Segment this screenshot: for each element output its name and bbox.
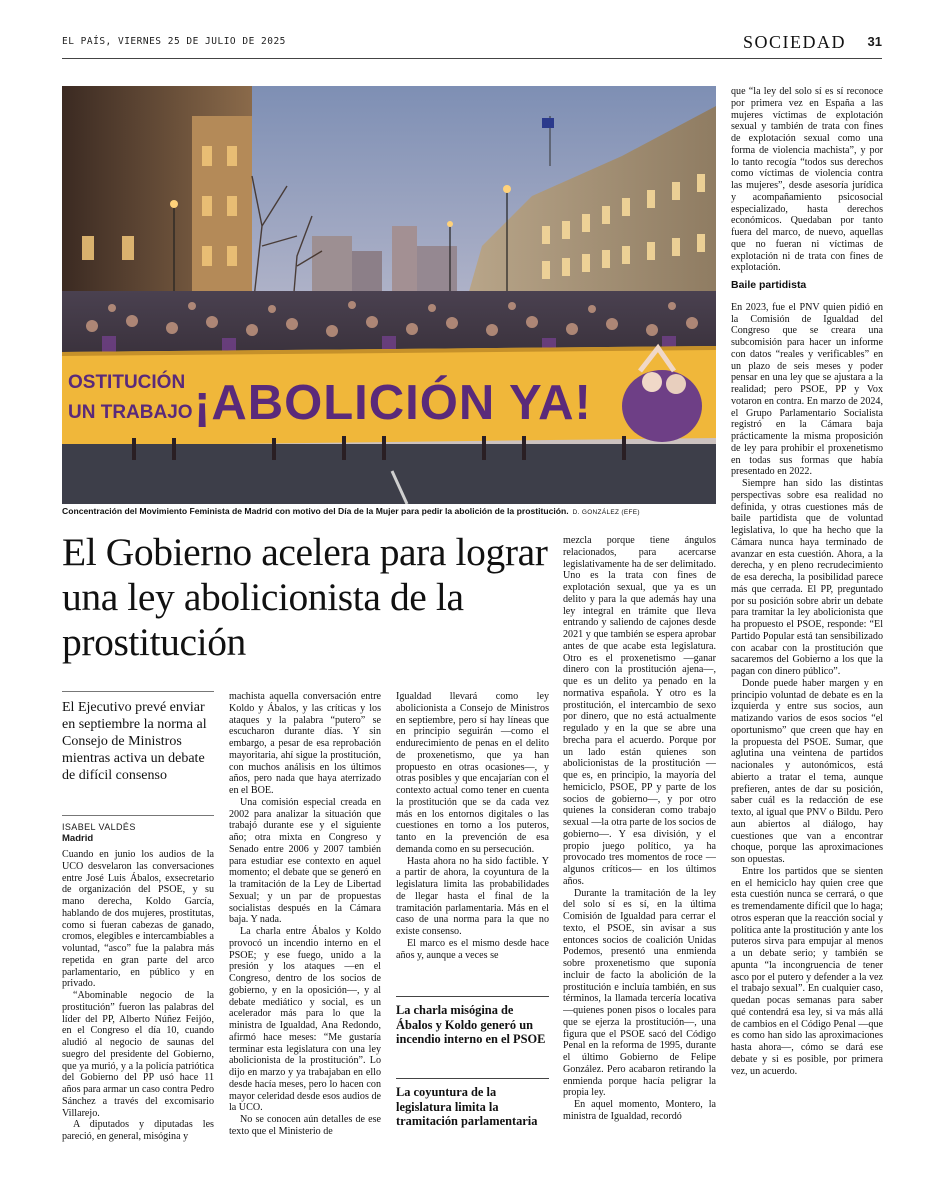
paragraph: En aquel momento, Montero, la ministra de Igualdad, recordó bbox=[563, 1099, 716, 1122]
deck: El Ejecutivo prevé enviar en septiembre la norma al Consejo de Ministros mientras activa un debate de difícil consenso bbox=[62, 700, 207, 783]
banner-left-text-2: UN TRABAJO bbox=[68, 402, 193, 423]
paragraph: Igualdad llevará como ley abolicionista a Consejo de Ministros en septiembre, pero sí hay líneas que en principio seguirán —como el endurecimiento de penas en el delito de proxenetismo, que ya han propuesto en otras ocasiones—, y otras posibles y que encajarían con el contexto actual como tener en cuenta la prostitución que se da cada vez más en los entornos digitales o las cuestiones en torno a los puteros, tanto en la prevención de esa demanda como en su persecución. bbox=[396, 691, 549, 855]
byline: ISABEL VALDÉS bbox=[62, 822, 136, 832]
paragraph: machista aquella conversación entre Koldo y Ábalos, y las críticas y los ataques y la palabra “putero” se escucharon durante días. Y sin embargo, a pesar de esa reprobación mayoritaria, ahí sigue la prostitución, con muchos análisis en los últimos años, pero nada que haya aterrizado en el BOE. bbox=[229, 691, 381, 796]
paragraph: que “la ley del solo sí es sí reconoce por primera vez en España a las mujeres víctimas de explotación sexual y también de trata con fines de explotación sexual como una forma de violencia machista”, y por lo tanto recogía “todos sus derechos como víctimas de violencia contra las mujeres”, desde asesoría jurídica y acompañamiento psicosocial especializado, hasta derechos económicos. Quedaban por tanto fuera del marco, de nuevo, aquellas que no fueran ni víctimas de explotación ni de trata con fines de explotación. bbox=[731, 86, 883, 274]
page-number: 31 bbox=[867, 34, 882, 49]
news-photo bbox=[62, 86, 716, 504]
paragraph: La charla entre Ábalos y Koldo provocó un incendio interno en el PSOE; y ese fuego, unido a la presión y los ataques —en el Congreso, dentro de los socios de gobierno, y en la oposición—, y al debate mediático y social, es un acelerador más para lo que la ministra de Igualdad, Ana Redondo, afirmó hace meses: “Me gustaría terminar esta legislatura con una ley abolicionista de la prostitución”. Lo dijo en marzo y ya trabajaban en ello desde hacía meses, pero lo hacen con mayor celeridad desde esos audios de la UCO. bbox=[229, 926, 381, 1114]
paragraph: En 2023, fue el PNV quien pidió en la Comisión de Igualdad del Congreso que se creara una subcomisión para hacer un informe con datos “reales y verificables” en un plazo de seis meses y poder pensar en una ley que se ajustara a la realidad; pero PSOE, PP y Vox votaron en contra. En marzo de 2024, el Grupo Parlamentario Socialista registró en la Cámara baja prácticamente la misma proposición de ley para prohibir el proxenetismo en todas sus formas que había presentado en 2022. bbox=[731, 301, 883, 478]
paragraph: Una comisión especial creada en 2002 para analizar la situación que trabajó durante ese y el siguiente año; otra mixta en Congreso y Senado entre 2006 y 2007 también para estudiar ese contexto en aquel momento; el debate que se generó en la tramitación de la Ley de Libertad Sexual; y un par de propuestas socialistas después en la Cámara baja. Y nada. bbox=[229, 796, 381, 926]
paragraph: Durante la tramitación de la ley del solo sí es sí, en la última Comisión de Igualdad para cerrar el texto, el PSOE, sin avisar a sus entonces socios de coalición Unidas Podemos, presentó una enmienda sobre proxenetismo que suponía incluir de facto la abolición de la prostitución e incluía también, en sus términos, la llamada tercería locativa —quienes ponen pisos o locales para que se ejerza la prostitución—, una figura que el PSOE sacó del Código Penal en la reforma de 1995, durante el último Gobierno de Felipe González. Pero acabaron retirando la enmienda porque hacía peligrar la propia ley. bbox=[563, 887, 716, 1099]
page-header bbox=[62, 33, 882, 59]
article-column-2 bbox=[229, 691, 381, 1155]
paragraph: No se conocen aún detalles de ese texto que el Ministerio de bbox=[229, 1114, 381, 1137]
photo-caption bbox=[62, 506, 716, 518]
paragraph: Entre los partidos que se sienten en el hemiciclo hay quien cree que esta cuestión nunca se cerrará, o que es tremendamente difícil que lo haga; otros esperan que la reacción social y política ante la prostitución y ante los puteros sirva para empujar al menos a un debate serio; y también se apunta “la incongruencia de tener asco por el putero y defender a la vez el trabajo sexual”. En cualquier caso, quedan pocas semanas para saber qué contendrá esa ley, si va más allá de cambios en el Código Penal —que es como han sido las aproximaciones hasta ahora—, cómo se dará ese debate y si es posible, por primera vez, un acuerdo. bbox=[731, 865, 883, 1077]
photo-illustration bbox=[62, 86, 716, 504]
article-column-5 bbox=[731, 86, 883, 1155]
paragraph: mezcla porque tiene ángulos relacionados, para acercarse legislativamente ha de ser delimitado. Uno es la trata con fines de explotación sexual, que ya es un delito y para la que además hay una ley integral en trámite que lleva entrando y saliendo de cajones desde 2021 y que también se espera aprobar antes de que acabe esta legislatura. Otro es el proxenetismo —ganar dinero con la prostitución ajena—, que es un delito ya penado en la normativa española. Y otro es la prostitución, el intercambio de sexo por dinero, que no está actualmente regulado y en la que se abre una brecha para el acuerdo. Porque por un lado están quienes son abolicionistas de la prostitución —que es, en principio, la mayoría del hemiciclo, PSOE, PP y parte de los socios de gobierno—, y por otro quienes la consideran como trabajo sexual —la otra parte de los socios de gobierno—. Y esa división, y el propio juego político, ya ha provocado tres momentos de roce —algunos críticos— en los últimos años. bbox=[563, 535, 716, 887]
caption-text: Concentración del Movimiento Feminista de Madrid con motivo del Día de la Mujer para pedir la abolición de la prostitución. bbox=[62, 506, 569, 516]
banner-left-text-1: OSTITUCIÓN bbox=[68, 372, 186, 393]
publication-date: EL PAÍS, VIERNES 25 DE JULIO DE 2025 bbox=[62, 36, 286, 47]
headline: El Gobierno acelera para lograr una ley abolicionista de la prostitución bbox=[62, 530, 548, 664]
article-column-4 bbox=[563, 535, 716, 1155]
article-column-1 bbox=[62, 849, 214, 1155]
paragraph: “Abominable negocio de la prostitución” fueron las palabras del líder del PP, Alberto Núñez Feijóo, en el Congreso el día 10, cuando aludió al negocio de saunas del suegro del presidente del Gobierno, que ya murió, y a la policía patriótica del Gobierno del PP usó hace 11 años para armar un caso contra Pedro Sánchez a través del excomisario Villarejo. bbox=[62, 990, 214, 1119]
paragraph: Donde puede haber margen y en principio voluntad de debate es en la izquierda y entre sus socios, aun matizando varios de esos socios “el oportunismo” que creen que hay en la propuesta del PSOE. Sumar, que aglutina una veintena de partidos nacionales y autonómicos, está abierto a tratar el tema, aunque prefieren, antes de dar su posición, saber cuál es la redacción de ese texto, al igual que PNV o Bildu. Pero aun abiertos al diálogo, hay cuestiones que van a encontrar choque, porque las aproximaciones son opuestas. bbox=[731, 677, 883, 865]
paragraph: El marco es el mismo desde hace años y, aunque a veces se bbox=[396, 937, 549, 961]
banner-main-text: ¡ABOLICIÓN YA! bbox=[194, 376, 592, 430]
paragraph: A diputados y diputadas les pareció, en general, misógina y bbox=[62, 1119, 214, 1142]
paragraph: Siempre han sido las distintas perspectivas sobre esa realidad no definida, y otras cuestiones más de baile partidista que de voluntad legislativa, lo que ha hecho que la Cámara nunca haya terminado de avanzar en esta cuestión. Ahora, a la derecha, y en pleno recrudecimiento de esa derecha, la posibilidad parece más que cerrada. El PP, preguntado por su posición sobre abrir un debate para tramitar la ley abolicionista que ha propuesto el PSOE, responde: “El Partido Popular está tan sensibilizado con acabar con la prostitución que sacaremos del Gobierno a los que la pagan con dinero público”. bbox=[731, 478, 883, 677]
photo-credit: D. GONZÁLEZ (EFE) bbox=[572, 509, 640, 516]
article-column-3 bbox=[396, 691, 549, 989]
section-name: SOCIEDAD bbox=[742, 32, 846, 52]
paragraph: Hasta ahora no ha sido factible. Y a partir de ahora, la coyuntura de la legislatura limita las probabilidades de llegar hasta el final de la tramitación parlamentaria. Más en el caso de una norma para la que no existe consenso. bbox=[396, 855, 549, 937]
deck-divider bbox=[62, 691, 214, 692]
subhead: Baile partidista bbox=[731, 279, 807, 291]
pull-quote-2: La coyuntura de la legislatura limita la tramitación parlamentaria bbox=[396, 1078, 549, 1129]
dateline: Madrid bbox=[62, 833, 94, 844]
paragraph: Cuando en junio los audios de la UCO desvelaron las conversaciones entre José Luis Ábalos, exsecretario de organización del PSOE, y su mano derecha, Koldo García, hablando de dos mujeres, prostitutas, como si fueran cabezas de ganado, cromos, elegibles e intercambiables a voluntad, “asco” fue la palabra más repetida en gran parte del arco parlamentario, en público y en privado. bbox=[62, 849, 214, 990]
pull-quote-1: La charla misógina de Ábalos y Koldo generó un incendio interno en el PSOE bbox=[396, 996, 549, 1047]
byline-divider bbox=[62, 815, 214, 816]
